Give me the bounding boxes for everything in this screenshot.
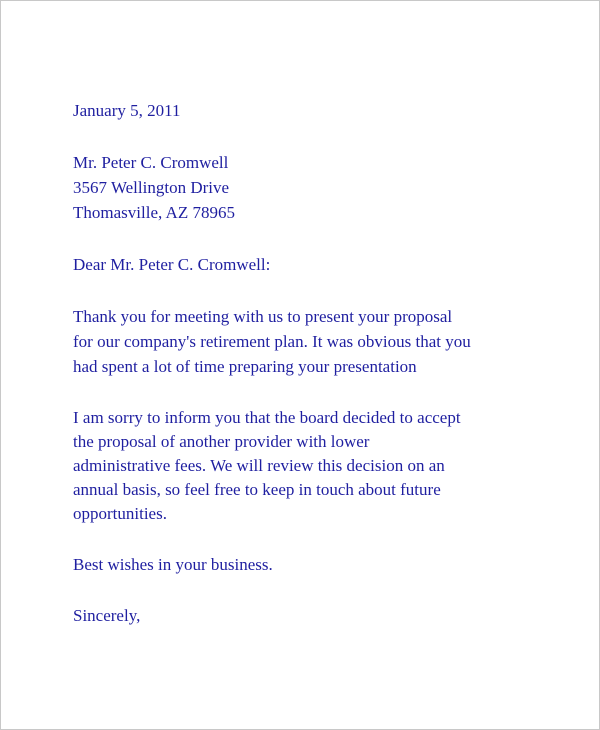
letter-date: January 5, 2011 (73, 101, 181, 120)
recipient-city: Thomasville, AZ 78965 (73, 203, 235, 222)
paragraph-line: opportunities. (73, 504, 167, 523)
recipient-address (73, 150, 553, 225)
salutation: Dear Mr. Peter C. Cromwell: (73, 255, 271, 274)
paragraph-thanks (73, 304, 553, 379)
paragraph-line: the proposal of another provider with lower (73, 432, 370, 451)
paragraph-decision (73, 406, 553, 526)
letter-body (73, 98, 553, 628)
paragraph-line: I am sorry to inform you that the board decided to accept (73, 408, 461, 427)
recipient-street: 3567 Wellington Drive (73, 178, 230, 197)
signoff: Sincerely, (73, 606, 141, 625)
paragraph-line: had spent a lot of time preparing your presentation (73, 357, 417, 376)
paragraph-line: annual basis, so feel free to keep in touch about future (73, 480, 441, 499)
closing-wish: Best wishes in your business. (73, 555, 273, 574)
recipient-name: Mr. Peter C. Cromwell (73, 153, 229, 172)
paragraph-line: Thank you for meeting with us to present your proposal (73, 307, 453, 326)
paragraph-line: for our company's retirement plan. It was obvious that you (73, 332, 471, 351)
paragraph-line: administrative fees. We will review this decision on an (73, 456, 445, 475)
